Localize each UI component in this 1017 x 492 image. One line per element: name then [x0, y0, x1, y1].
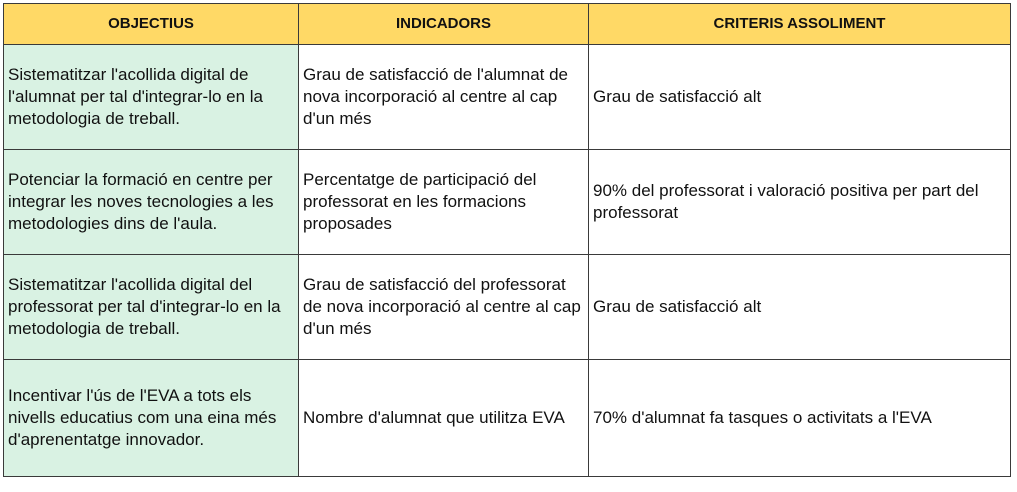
objective-cell: Sistematitzar l'acollida digital del professorat per tal d'integrar-lo en la metodologia de treball. [4, 255, 299, 360]
criterion-cell: 70% d'alumnat fa tasques o activitats a l'EVA [589, 360, 1011, 477]
objectives-table [3, 3, 1011, 477]
header-indicadors: INDICADORS [299, 4, 589, 45]
indicator-cell: Grau de satisfacció de l'alumnat de nova incorporació al centre al cap d'un més [299, 45, 589, 150]
criterion-cell: 90% del professorat i valoració positiva per part del professorat [589, 150, 1011, 255]
indicator-cell: Nombre d'alumnat que utilitza EVA [299, 360, 589, 477]
indicator-cell: Percentatge de participació del professorat en les formacions proposades [299, 150, 589, 255]
header-criteris: CRITERIS ASSOLIMENT [589, 4, 1011, 45]
header-objectius: OBJECTIUS [4, 4, 299, 45]
table-header-row [4, 4, 1011, 45]
objective-cell: Incentivar l'ús de l'EVA a tots els nivells educatius com una eina més d'aprenentatge innovador. [4, 360, 299, 477]
table-row [4, 255, 1011, 360]
table-row [4, 150, 1011, 255]
indicator-cell: Grau de satisfacció del professorat de nova incorporació al centre al cap d'un més [299, 255, 589, 360]
objective-cell: Sistematitzar l'acollida digital de l'alumnat per tal d'integrar-lo en la metodologia de treball. [4, 45, 299, 150]
table-row [4, 45, 1011, 150]
criterion-cell: Grau de satisfacció alt [589, 255, 1011, 360]
criterion-cell: Grau de satisfacció alt [589, 45, 1011, 150]
objective-cell: Potenciar la formació en centre per integrar les noves tecnologies a les metodologies dins de l'aula. [4, 150, 299, 255]
table-row [4, 360, 1011, 477]
